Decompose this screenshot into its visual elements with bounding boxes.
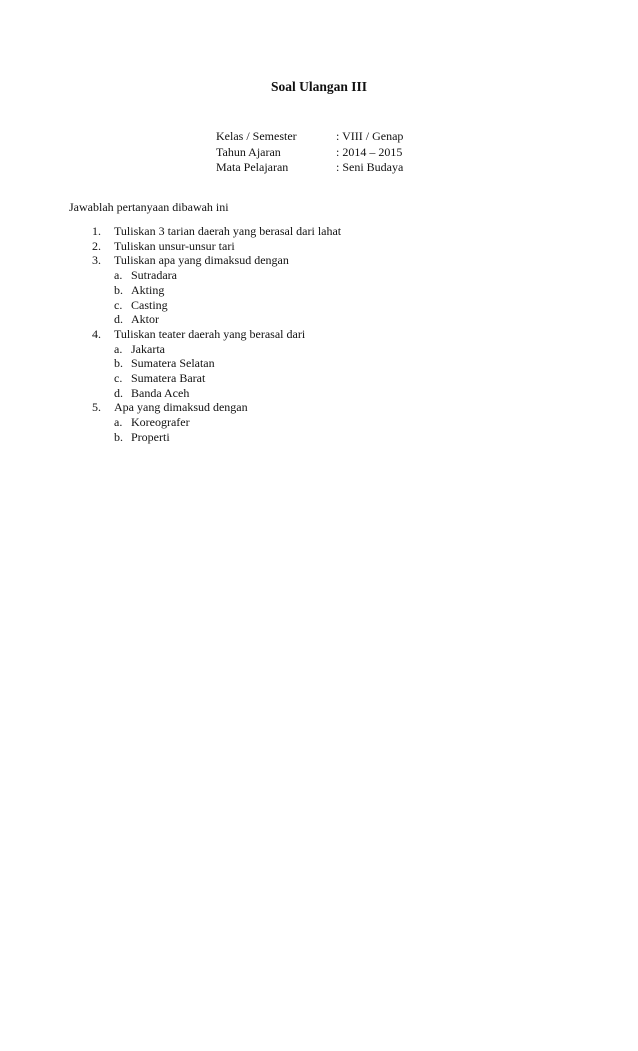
option-text: Jakarta <box>131 341 165 356</box>
meta-row-class <box>216 129 446 145</box>
question-text: Tuliskan unsur-unsur tari <box>114 238 235 253</box>
meta-label: Mata Pelajaran <box>216 160 289 174</box>
option-text: Koreografer <box>131 415 190 430</box>
meta-row-subject <box>216 160 446 176</box>
option-letter: a. <box>114 415 123 430</box>
question-number: 1. <box>92 224 101 238</box>
question-list <box>92 224 341 445</box>
question-number: 4. <box>92 326 101 341</box>
question-item <box>92 224 341 239</box>
option-list <box>92 415 341 444</box>
question-item <box>92 327 341 342</box>
option-item <box>114 268 341 283</box>
option-list <box>92 342 341 401</box>
option-list <box>92 268 341 327</box>
question-number: 5. <box>92 400 101 415</box>
option-text: Akting <box>131 282 165 297</box>
option-item <box>114 430 341 445</box>
document-title: Soal Ulangan III <box>270 79 368 94</box>
option-letter: c. <box>114 371 123 386</box>
option-item <box>114 356 341 371</box>
question-item <box>92 253 341 268</box>
option-item <box>114 312 341 327</box>
option-text: Sumatera Barat <box>131 371 206 386</box>
option-item <box>114 342 341 357</box>
question-text: Tuliskan teater daerah yang berasal dari <box>114 326 306 341</box>
option-letter: c. <box>114 297 123 312</box>
question-text: Tuliskan 3 tarian daerah yang berasal dari lahat <box>114 224 342 238</box>
question-item <box>92 400 341 415</box>
instruction-text: Jawablah pertanyaan dibawah ini <box>69 200 229 214</box>
meta-value: : 2014 – 2015 <box>336 144 403 159</box>
option-letter: a. <box>114 341 123 356</box>
option-item <box>114 415 341 430</box>
option-letter: b. <box>114 356 123 371</box>
meta-row-year <box>216 145 446 161</box>
option-item <box>114 283 341 298</box>
option-item <box>114 386 341 401</box>
option-letter: b. <box>114 429 123 444</box>
meta-label: Kelas / Semester <box>216 129 297 143</box>
meta-label: Tahun Ajaran <box>216 144 281 159</box>
question-number: 3. <box>92 253 101 268</box>
option-letter: b. <box>114 282 123 297</box>
option-item <box>114 298 341 313</box>
option-letter: a. <box>114 268 123 283</box>
option-text: Casting <box>131 297 168 312</box>
meta-value: : Seni Budaya <box>336 160 404 174</box>
option-text: Sutradara <box>131 268 177 283</box>
meta-value: : VIII / Genap <box>336 129 404 143</box>
question-text: Tuliskan apa yang dimaksud dengan <box>114 253 289 268</box>
option-letter: d. <box>114 312 123 327</box>
option-letter: d. <box>114 385 123 400</box>
question-number: 2. <box>92 238 101 253</box>
option-text: Properti <box>131 429 170 444</box>
option-text: Banda Aceh <box>131 385 190 400</box>
option-item <box>114 371 341 386</box>
question-item <box>92 239 341 254</box>
option-text: Sumatera Selatan <box>131 356 215 371</box>
option-text: Aktor <box>131 312 159 327</box>
document-meta <box>216 129 446 176</box>
question-text: Apa yang dimaksud dengan <box>114 400 248 415</box>
